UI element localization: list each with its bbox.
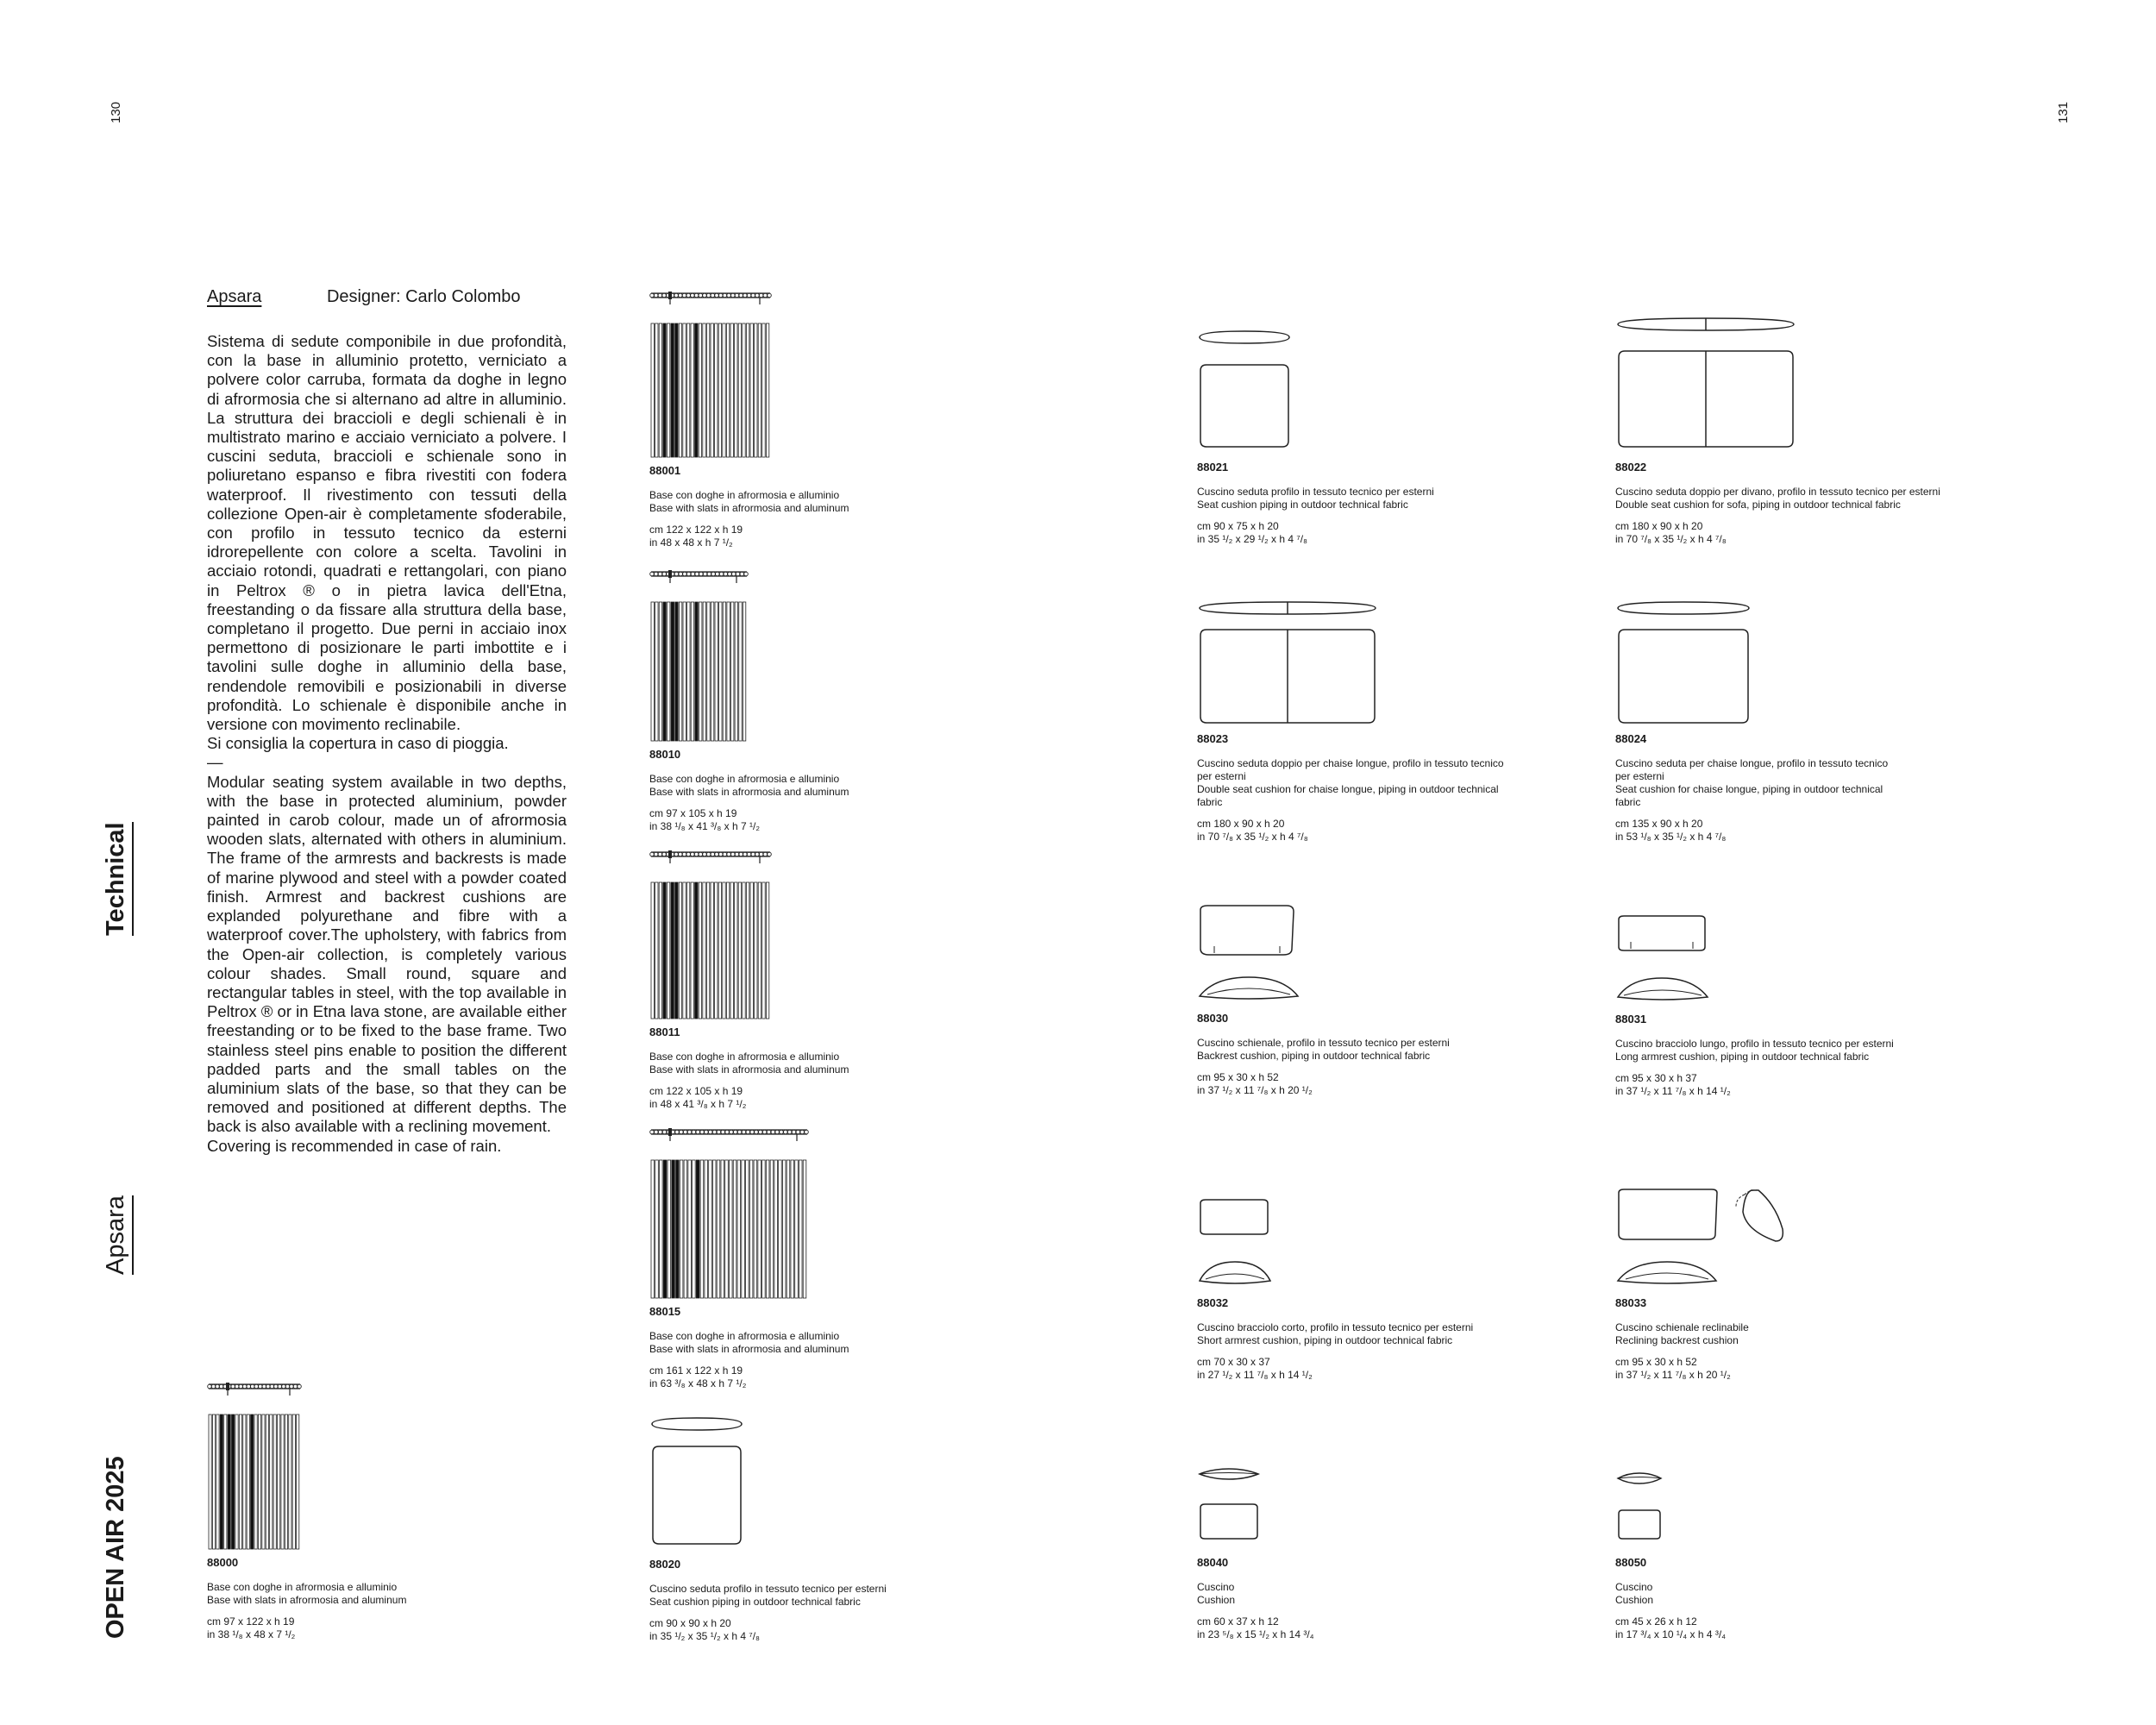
product-88001: [649, 289, 977, 549]
double-seat-cushion-drawing: [1197, 598, 1378, 727]
product-dims-in: in 38 ¹/₈ x 48 x 7 ¹/₂: [207, 1628, 296, 1640]
long-armrest-cushion-drawing: [1615, 913, 1719, 1007]
product-88015: [649, 1126, 977, 1390]
product-dims-cm: cm 45 x 26 x h 12: [1615, 1615, 1697, 1628]
seat-cushion-drawing: [1197, 328, 1292, 455]
product-88010: [649, 568, 977, 833]
product-desc-it: Cuscino seduta doppio per divano, profilo in tessuto tecnico per esterni: [1615, 486, 1940, 498]
seat-cushion-drawing: [649, 1414, 744, 1552]
product-desc-it: Base con doghe in afrormosia e alluminio: [649, 1330, 840, 1342]
product-code: 88024: [1615, 732, 1647, 745]
product-88040: [1197, 1466, 1559, 1641]
product-description: [207, 332, 567, 1156]
product-88021: [1197, 328, 1559, 546]
product-88023: [1197, 598, 1559, 844]
product-desc-en: Short armrest cushion, piping in outdoor technical fabric: [1197, 1334, 1453, 1346]
product-code: 88022: [1615, 461, 1647, 474]
product-dims-in: in 53 ¹/₈ x 35 ¹/₂ x h 4 ⁷/₈: [1615, 831, 1727, 843]
product-dims-cm: cm 180 x 90 x h 20: [1615, 520, 1703, 532]
product-desc-en: Seat cushion piping in outdoor technical fabric: [1197, 499, 1408, 511]
product-desc-it: Base con doghe in afrormosia e alluminio: [649, 773, 840, 785]
product-desc-it: Cuscino seduta per chaise longue, profilo in tessuto tecnico per esterni: [1615, 757, 1889, 782]
description-it-note: Si consiglia la copertura in caso di pioggia.: [207, 734, 509, 753]
product-dims-cm: cm 95 x 30 x h 37: [1615, 1072, 1697, 1084]
description-en-note: Covering is recommended in case of rain.: [207, 1136, 502, 1155]
product-desc-it: Cuscino bracciolo lungo, profilo in tessuto tecnico per esterni: [1615, 1038, 1894, 1050]
product-code: 88032: [1197, 1296, 1229, 1309]
product-code: 88040: [1197, 1556, 1229, 1569]
product-dims-in: in 35 ¹/₂ x 35 ¹/₂ x h 4 ⁷/₈: [649, 1630, 761, 1642]
product-desc-en: Cushion: [1615, 1594, 1654, 1606]
product-88033: [1615, 1186, 2046, 1382]
product-code: 88033: [1615, 1296, 1647, 1309]
page-number-left: 130: [109, 101, 124, 124]
product-dims-in: in 48 x 41 ³/₈ x h 7 ¹/₂: [649, 1098, 747, 1110]
product-dims-cm: cm 122 x 105 x h 19: [649, 1085, 743, 1097]
product-code: 88011: [649, 1026, 680, 1038]
product-desc-it: Cuscino: [1197, 1581, 1235, 1593]
base-slats-drawing: [207, 1380, 302, 1551]
reclining-backrest-cushion-drawing: [1615, 1186, 1805, 1291]
cushion-drawing: [1197, 1466, 1266, 1551]
product-desc-it: Cuscino: [1615, 1581, 1653, 1593]
product-desc-en: Double seat cushion for sofa, piping in outdoor technical fabric: [1615, 499, 1901, 511]
base-slats-drawing: [649, 568, 749, 743]
product-dims-cm: cm 97 x 122 x h 19: [207, 1615, 295, 1628]
product-dims-in: in 35 ¹/₂ x 29 ¹/₂ x h 4 ⁷/₈: [1197, 533, 1308, 545]
product-desc-en: Base with slats in afrormosia and aluminum: [649, 786, 849, 798]
product-dims-cm: cm 180 x 90 x h 20: [1197, 818, 1285, 830]
product-dims-in: in 17 ³/₄ x 10 ¹/₄ x h 4 ³/₄: [1615, 1628, 1727, 1640]
product-dims-in: in 70 ⁷/₈ x 35 ¹/₂ x h 4 ⁷/₈: [1615, 533, 1727, 545]
product-desc-en: Seat cushion piping in outdoor technical fabric: [649, 1596, 861, 1608]
product-code: 88030: [1197, 1012, 1229, 1025]
product-dims-cm: cm 122 x 122 x h 19: [649, 524, 743, 536]
product-code: 88000: [207, 1556, 239, 1569]
description-en: Modular seating system available in two depths, with the base in protected aluminium, powder painted in carob colour, made un of afrormosia wooden slats, alternated with others in aluminium. The frame of the armrests and backrests is made of marine plywood and steel with a powder coated finish. Armrest and backrest cushions are explanded polyurethane and fibre with a waterproof cover.The upholstery, with fabrics from the Open-air collection, is completely various colour shades. Small round, square and rectangular tables in steel, with the top available in Peltrox ® or in Etna lava stone, are available either freestanding or to be fixed to the base frame. Two stainless steel pins enable to position the different padded parts and the small tables on the aluminium slats of the base, so that they can be removed and positioned at different depths. The back is also available with a reclining movement.: [207, 772, 567, 1136]
designer-credit: Designer: Carlo Colombo: [326, 287, 521, 306]
product-dims-in: in 48 x 48 x h 7 ¹/₂: [649, 536, 733, 549]
product-88031: [1615, 913, 2046, 1098]
product-dims-in: in 38 ¹/₈ x 41 ³/₈ x h 7 ¹/₂: [649, 820, 760, 832]
product-dims-in: in 23 ⁵/₈ x 15 ¹/₂ x h 14 ³/₄: [1197, 1628, 1314, 1640]
product-title: Apsara: [207, 287, 262, 306]
product-desc-en: Reclining backrest cushion: [1615, 1334, 1739, 1346]
product-dims-in: in 37 ¹/₂ x 11 ⁷/₈ x h 20 ¹/₂: [1615, 1369, 1731, 1381]
product-desc-en: Base with slats in afrormosia and aluminum: [649, 502, 849, 514]
product-desc-en: Double seat cushion for chaise longue, piping in outdoor technical fabric: [1197, 783, 1499, 808]
side-label-technical: Technical: [102, 822, 134, 936]
product-88024: [1615, 598, 2046, 844]
product-desc-it: Base con doghe in afrormosia e alluminio: [649, 489, 840, 501]
product-dims-cm: cm 60 x 37 x h 12: [1197, 1615, 1279, 1628]
product-desc-it: Cuscino bracciolo corto, profilo in tessuto tecnico per esterni: [1197, 1321, 1474, 1333]
description-it: Sistema di sedute componibile in due profondità, con la base in alluminio protetto, verniciato a polvere color carruba, formata da doghe in legno di afrormosia che si alternano ad altre in alluminio. La struttura dei braccioli e degli schienali è in multistrato marino e acciaio verniciato a polvere. I cuscini seduta, braccioli e schienale sono in poliuretano espanso e fibra rivestiti con fodera waterproof. Il rivestimento con tessuti della collezione Open-air è completamente sfoderabile, con profilo in tessuto tecnico da esterni idrorepellente con colore a scelta. Tavolini in acciaio rotondi, quadrati e rettangolari, con piano in Peltrox ® o in pietra lavica dell'Etna, freestanding o da fissare alla struttura della base, completano il progetto. Due perni in acciaio inox permettono di posizionare le parti imbottite e i tavolini sulle doghe in alluminio della base, rendendole removibili e posizionabili in diverse profondità. Lo schienale è disponibile anche in versione con movimento reclinabile.: [207, 332, 567, 734]
product-88020: [649, 1414, 977, 1643]
product-88022: [1615, 310, 2046, 546]
product-desc-it: Cuscino schienale reclinabile: [1615, 1321, 1749, 1333]
product-code: 88001: [649, 464, 681, 477]
product-desc-it: Cuscino seduta profilo in tessuto tecnico per esterni: [649, 1583, 887, 1595]
product-desc-it: Cuscino schienale, profilo in tessuto tecnico per esterni: [1197, 1037, 1450, 1049]
short-armrest-cushion-drawing: [1197, 1196, 1300, 1291]
product-dims-in: in 63 ³/₈ x 48 x h 7 ¹/₂: [649, 1377, 747, 1389]
product-code: 88050: [1615, 1556, 1647, 1569]
product-desc-en: Long armrest cushion, piping in outdoor technical fabric: [1615, 1051, 1870, 1063]
product-88011: [649, 848, 977, 1111]
product-code: 88031: [1615, 1013, 1647, 1026]
product-code: 88021: [1197, 461, 1229, 474]
product-88030: [1197, 901, 1559, 1097]
product-dims-cm: cm 90 x 75 x h 20: [1197, 520, 1279, 532]
product-desc-en: Base with slats in afrormosia and aluminum: [207, 1594, 407, 1606]
product-desc-it: Cuscino seduta profilo in tessuto tecnico per esterni: [1197, 486, 1434, 498]
description-separator: —: [207, 753, 223, 772]
product-desc-en: Backrest cushion, piping in outdoor technical fabric: [1197, 1050, 1431, 1062]
product-desc-en: Cushion: [1197, 1594, 1236, 1606]
product-desc-en: Base with slats in afrormosia and aluminum: [649, 1343, 849, 1355]
product-desc-it: Base con doghe in afrormosia e alluminio: [207, 1581, 398, 1593]
product-code: 88020: [649, 1558, 681, 1571]
product-dims-cm: cm 161 x 122 x h 19: [649, 1364, 743, 1377]
base-slats-drawing: [649, 289, 772, 459]
double-seat-cushion-drawing: [1615, 310, 1796, 455]
product-dims-in: in 37 ¹/₂ x 11 ⁷/₈ x h 14 ¹/₂: [1615, 1085, 1731, 1097]
product-desc-en: Base with slats in afrormosia and aluminum: [649, 1063, 849, 1076]
product-dims-in: in 70 ⁷/₈ x 35 ¹/₂ x h 4 ⁷/₈: [1197, 831, 1308, 843]
product-dims-in: in 37 ¹/₂ x 11 ⁷/₈ x h 20 ¹/₂: [1197, 1084, 1313, 1096]
product-header: [207, 287, 520, 307]
product-dims-in: in 27 ¹/₂ x 11 ⁷/₈ x h 14 ¹/₂: [1197, 1369, 1313, 1381]
backrest-cushion-drawing: [1197, 901, 1300, 1007]
product-dims-cm: cm 95 x 30 x h 52: [1197, 1071, 1279, 1083]
side-label-collection: OPEN AIR 2025: [102, 1456, 129, 1639]
product-dims-cm: cm 70 x 30 x 37: [1197, 1356, 1270, 1368]
cushion-drawing: [1615, 1469, 1676, 1551]
product-dims-cm: cm 97 x 105 x h 19: [649, 807, 737, 819]
seat-cushion-drawing: [1615, 598, 1753, 727]
product-code: 88015: [649, 1305, 681, 1318]
side-label-apsara: Apsara: [102, 1195, 134, 1275]
page-number-right: 131: [2056, 101, 2071, 124]
base-slats-drawing: [649, 848, 772, 1020]
product-desc-it: Cuscino seduta doppio per chaise longue, profilo in tessuto tecnico per esterni: [1197, 757, 1504, 782]
base-slats-drawing: [649, 1126, 809, 1300]
product-dims-cm: cm 90 x 90 x h 20: [649, 1617, 731, 1629]
product-88000: [207, 1380, 466, 1641]
product-dims-cm: cm 135 x 90 x h 20: [1615, 818, 1703, 830]
product-88050: [1615, 1469, 2046, 1641]
product-dims-cm: cm 95 x 30 x h 52: [1615, 1356, 1697, 1368]
product-88032: [1197, 1196, 1559, 1382]
product-desc-en: Seat cushion for chaise longue, piping in outdoor technical fabric: [1615, 783, 1883, 808]
product-desc-it: Base con doghe in afrormosia e alluminio: [649, 1051, 840, 1063]
product-code: 88010: [649, 748, 681, 761]
product-code: 88023: [1197, 732, 1229, 745]
